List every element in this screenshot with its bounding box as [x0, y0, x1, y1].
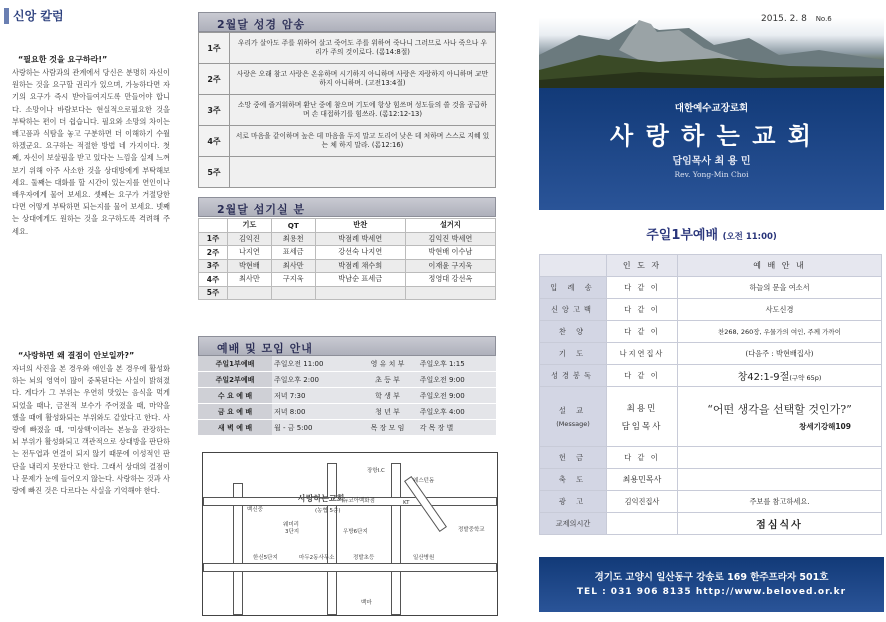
table-row [199, 259, 496, 273]
pastor-name-en: Rev. Yong-Min Choi [674, 170, 749, 179]
map-label: 정발중학교 [458, 527, 485, 533]
issue-number: No.6 [815, 15, 832, 23]
church-address: 경기도 고양시 일산동구 강송로 169 한주프라자 501호 [594, 572, 829, 583]
meeting-table [198, 356, 496, 436]
table-row [540, 299, 882, 321]
meeting-time: 주일오전 9:00 [418, 388, 496, 404]
service-section-title: 2월달 섬기실 분 [217, 203, 306, 216]
week-cell: 4주 [199, 126, 230, 157]
article-title: “필요한 것을 요구하라!” [18, 55, 108, 64]
order-leader: 다 같 이 [607, 277, 678, 299]
order-item-label: 설 교 [558, 405, 588, 415]
order-leader: 김익진집사 [607, 491, 678, 513]
service-table [198, 218, 496, 300]
week-cell: 3주 [199, 259, 228, 273]
order-detail: 주보를 참고하세요. [678, 491, 882, 513]
map-label: 장항I.C [367, 468, 385, 474]
table-row [198, 388, 496, 404]
sermon-title: “어떤 생각을 선택할 것인가?” [707, 403, 852, 416]
article-body: 사랑하는 사람과의 관계에서 당신은 분명히 자신이 원하는 것을 요구할 권리가 있으며, 가능하다면 자기의 요구가 즉시 받아들여지도록 만들어야 합니다. 소망이나 바람보다는 현실적으로필요한 것을 부탁하는 편이 더 쉽습니다. 필요와 소망의 차이는 배고픔과 식탐을 놓고 구분하면 더 이해하기 수월하겠군요. 요구하는 적절한 방법 네 가지이다. 첫째, 자신이 보살핌을 받고 있다는 느낌을 실제 느껴보기 위해 아주 사소한 것을 상대방에게 부탁해보세요. 둘째는 대화를 할 시간이 있는지를 연인이나 배우자에게 물어 보세요. 셋째는 요구가 거절당한다면 어떻게 부탁하면 되는지를 물어 보세요. 넷째는 상대에게도 원하는 것을 요구하도록 격려해 주세요. [12, 68, 170, 236]
denomination: 대한예수교장로회 [674, 103, 749, 114]
column-right [539, 0, 884, 622]
table-cell: 최사만 [228, 273, 272, 287]
verse-cell: 사랑은 오래 참고 사랑은 온유하며 시기하지 아니하며 사랑은 자랑하지 아니하며 교만하지 아니하며. (고전13:4절) [230, 64, 496, 95]
column-header: 기도 [228, 219, 272, 233]
table-row [199, 232, 496, 246]
column-header-label: 신앙 칼럼 [13, 9, 64, 23]
meeting-time: 주일오전 11:00 [272, 356, 357, 372]
order-item: 교제의시간 [540, 513, 607, 535]
meeting-time: 저녁 8:00 [272, 404, 357, 420]
order-detail [678, 365, 882, 387]
meeting-name: 초 등 부 [357, 372, 417, 388]
article-title-2: “사랑하면 왜 결점이 안보일까?” [18, 351, 135, 360]
table-row [198, 356, 496, 372]
meeting-time: 월 - 금 5:00 [272, 420, 357, 436]
meeting-time: 저녁 7:30 [272, 388, 357, 404]
map-label: KT [403, 500, 410, 506]
order-detail: 하늘의 문을 여소서 [678, 277, 882, 299]
column-header [199, 219, 228, 233]
order-leader: 나지연집사 [607, 343, 678, 365]
verse-cell [230, 157, 496, 188]
table-cell: 박점례 박세연 [315, 232, 405, 246]
order-item: 헌 금 [540, 447, 607, 469]
church-logo-label: 사랑하는교회 [298, 494, 345, 503]
meeting-time: 각 목 장 별 [418, 420, 496, 436]
order-detail: 찬268, 260장, 우물가의 여인, 주께 가까이 [678, 321, 882, 343]
verse-section-header [198, 12, 496, 32]
location-map [202, 452, 498, 616]
order-detail: 사도신경 [678, 299, 882, 321]
table-cell [228, 286, 272, 300]
map-label: 웨미리 [283, 522, 299, 528]
column-header: QT [271, 219, 315, 233]
order-detail: 점심식사 [678, 513, 882, 535]
week-cell: 1주 [199, 33, 230, 64]
order-leader [607, 513, 678, 535]
table-row [199, 286, 496, 300]
table-cell: 박현배 이수남 [405, 246, 495, 260]
verse-cell: 소망 중에 즐거워하며 환난 중에 참으며 기도에 항상 힘쓰며 성도들의 쓸 것을 공급하며 손 대접하기를 힘쓰라. (롬12:12-13) [230, 95, 496, 126]
table-cell [271, 286, 315, 300]
map-label: 웨스턴돔 [413, 478, 435, 484]
scripture-ref: 창42:1-9절 [737, 372, 790, 383]
meeting-name: 목 장 모 임 [357, 420, 417, 436]
table-cell: 나지연 [228, 246, 272, 260]
verse-cell: 우리가 살아도 주를 위하여 살고 죽어도 주를 위하여 죽나니 그러므로 사나 죽으나 우리가 주의 것이로다. (롬14:8절) [230, 33, 496, 64]
verse-section-title: 2월달 성경 암송 [217, 18, 306, 31]
table-row [540, 365, 882, 387]
service-section-header [198, 197, 496, 217]
order-detail [678, 469, 882, 491]
meeting-name: 주일2부예배 [198, 372, 272, 388]
meeting-time: 주일오전 9:00 [418, 372, 496, 388]
map-road [391, 463, 401, 615]
week-cell: 2주 [199, 64, 230, 95]
table-row [540, 321, 882, 343]
map-road [327, 463, 337, 615]
table-row [199, 157, 496, 188]
table-row [199, 33, 496, 64]
table-header-row [199, 219, 496, 233]
order-leader: 다 같 이 [607, 299, 678, 321]
meeting-time: 주일오후 1:15 [418, 356, 496, 372]
column-header: 예 배 안 내 [678, 255, 882, 277]
header-accent [4, 8, 9, 24]
meeting-name: 금 요 예 배 [198, 404, 272, 420]
mountain-illustration [539, 0, 884, 88]
table-cell [405, 286, 495, 300]
table-cell: 최용천 [271, 232, 315, 246]
meeting-name: 청 년 부 [357, 404, 417, 420]
order-item [540, 387, 607, 447]
table-cell: 김익진 [228, 232, 272, 246]
table-cell: 정영대 강선옥 [405, 273, 495, 287]
order-item: 기 도 [540, 343, 607, 365]
column-header [540, 255, 607, 277]
table-cell: 김익진 박세연 [405, 232, 495, 246]
week-cell: 5주 [199, 157, 230, 188]
table-cell: 이재윤 구지욱 [405, 259, 495, 273]
map-label: 뉴코아백화점 [343, 498, 375, 504]
order-leader [607, 387, 678, 447]
map-road [203, 563, 497, 572]
table-row [199, 273, 496, 287]
table-row [199, 95, 496, 126]
table-row [199, 126, 496, 157]
meeting-section-header [198, 336, 496, 356]
table-cell [315, 286, 405, 300]
service-title [539, 224, 884, 243]
order-of-worship [539, 254, 882, 535]
order-leader: 다 같 이 [607, 447, 678, 469]
week-cell: 5주 [199, 286, 228, 300]
table-cell: 강선숙 나지연 [315, 246, 405, 260]
issue-date [761, 14, 832, 24]
verse-table [198, 32, 496, 188]
preacher-name: 최용민 [626, 403, 658, 414]
column-left [0, 0, 190, 622]
table-cell: 구지욱 [271, 273, 315, 287]
column-header: 인 도 자 [607, 255, 678, 277]
column-header: 설거지 [405, 219, 495, 233]
column-header [4, 6, 74, 26]
map-label: 마두2동사무소 [299, 555, 335, 561]
table-cell: 박남순 표세금 [315, 273, 405, 287]
order-leader: 최용민목사 [607, 469, 678, 491]
map-label: 3단지 [285, 529, 300, 535]
order-item: 찬 양 [540, 321, 607, 343]
map-label: 정발초등 [353, 555, 375, 561]
church-banner [539, 88, 884, 210]
week-cell: 4주 [199, 273, 228, 287]
order-item: 광 고 [540, 491, 607, 513]
order-detail [678, 387, 882, 447]
meeting-name: 주일1부예배 [198, 356, 272, 372]
map-label: 일산병원 [413, 555, 435, 561]
church-footer [539, 557, 884, 612]
order-item-sub: (Message) [556, 419, 590, 428]
order-detail [678, 447, 882, 469]
order-item: 신앙고백 [540, 299, 607, 321]
map-label: 한신5단지 [253, 555, 278, 561]
verse-cell: 서로 마음을 같이하며 높은 데 마음을 두지 말고 도리어 낮은 데 처하며 스스로 지혜 있는 체 하지 말라. (롬12:16) [230, 126, 496, 157]
table-row [199, 64, 496, 95]
date-text: 2015. 2. 8 [761, 14, 807, 24]
service-title-text: 주일1부예배 [646, 228, 719, 243]
map-label: 백신중 [247, 507, 263, 513]
table-row [540, 447, 882, 469]
order-detail: (다음주 : 박현배집사) [678, 343, 882, 365]
order-item: 축 도 [540, 469, 607, 491]
scripture-page: (구약 65p) [789, 374, 822, 382]
table-row [540, 387, 882, 447]
church-name: 사 랑 하 는 교 회 [610, 122, 813, 150]
meeting-name: 수 요 예 배 [198, 388, 272, 404]
table-row [199, 246, 496, 260]
table-row [198, 372, 496, 388]
preacher-title: 담임목사 [621, 421, 663, 432]
table-row [198, 420, 496, 436]
map-label: 백마 [361, 600, 372, 606]
map-label: (농협 5층) [315, 508, 341, 514]
week-cell: 2주 [199, 246, 228, 260]
table-row [540, 277, 882, 299]
table-row [540, 513, 882, 535]
meeting-name: 학 생 부 [357, 388, 417, 404]
table-row [540, 491, 882, 513]
article-body-2: 자녀의 사진을 본 경우와 애인을 본 경우에 활성화하는 뇌의 영역이 많이 중복된다는 사실이 밝혀졌다. 게다가 그 부위는 우연히 맛있는 음식을 먹게 되었을 때나, 금전적 보수가 주어졌을 때, 마약을 했을 때에 활성화되는 부위와도 같았다고 한다. 사랑에 빠졌을 때, '미상핵'이라는 본능을 관장하는 뇌 부위가 활성화되고 객관적으로 상대방을 판단하는 전두엽과 연결이 되지 않기 때문에 이성적인 판단을 내리지 못한다고 한다. 그래서 상대의 결점이나 문제가 눈에 들어오지 않는다. 사랑하는 것과 사랑에 빠진 것은 다르다는 사실을 기억해야 한다. [12, 364, 170, 496]
order-item: 성경봉독 [540, 365, 607, 387]
mountain-photo [539, 0, 884, 88]
table-cell: 박점례 채수희 [315, 259, 405, 273]
week-cell: 3주 [199, 95, 230, 126]
table-row [198, 404, 496, 420]
meeting-section-title: 예배 및 모임 안내 [217, 342, 313, 355]
order-leader: 다 같 이 [607, 365, 678, 387]
meeting-name: 새 벽 예 배 [198, 420, 272, 436]
church-contact: TEL : 031 906 8135 http://www.beloved.or.kr [576, 587, 847, 597]
table-cell: 표세금 [271, 246, 315, 260]
table-header-row [540, 255, 882, 277]
column-header: 반찬 [315, 219, 405, 233]
column-middle [198, 0, 500, 622]
meeting-time: 주일오후 2:00 [272, 372, 357, 388]
table-cell: 박현배 [228, 259, 272, 273]
table-row [540, 343, 882, 365]
table-cell: 최사만 [271, 259, 315, 273]
meeting-name: 영 유 치 부 [357, 356, 417, 372]
order-leader: 다 같 이 [607, 321, 678, 343]
table-row [540, 469, 882, 491]
order-item: 입 례 송 [540, 277, 607, 299]
meeting-time: 주일오후 4:00 [418, 404, 496, 420]
sermon-series: 창세기강해109 [799, 422, 851, 431]
map-label: 우방6단지 [343, 529, 368, 535]
week-cell: 1주 [199, 232, 228, 246]
service-time: (오전 11:00) [722, 232, 777, 242]
pastor-name: 담임목사 최 용 민 [672, 156, 751, 167]
